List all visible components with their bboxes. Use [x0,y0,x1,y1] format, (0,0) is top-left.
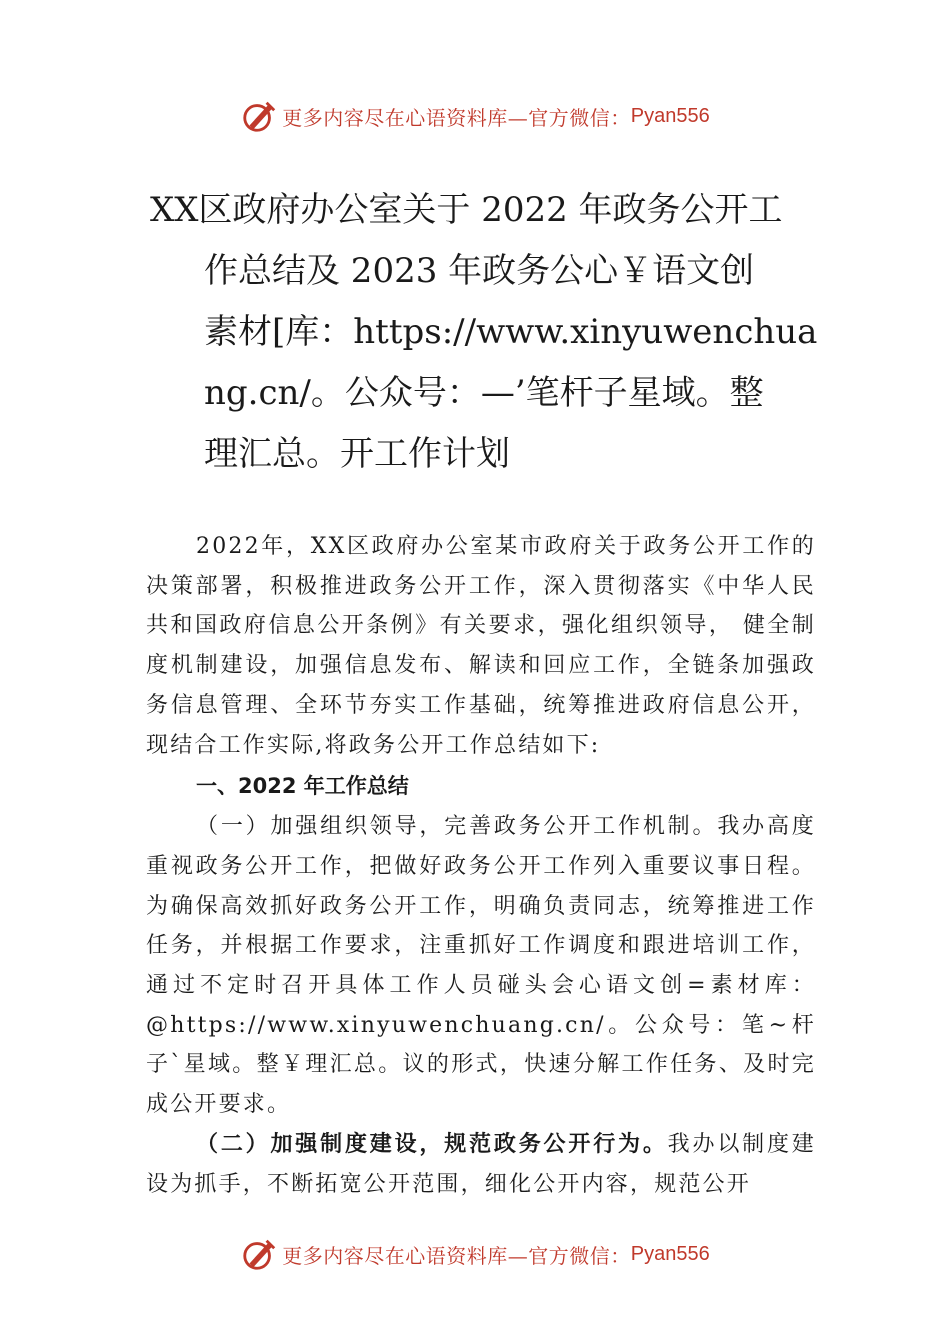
watermark-text: 更多内容尽在心语资料库—官方微信： [282,105,631,130]
watermark-text: 更多内容尽在心语资料库—官方微信： [282,1243,631,1268]
title-line: XX区政府办公室关于 2022 年政务公开工 [150,190,783,230]
section-heading: 一、2022 年工作总结 [196,774,409,799]
watermark-wechat-id: Pyan556 [630,104,710,127]
item-body: 我办高度重视政务公开工作，把做好政务公开工作列入重要议事日程。为确保高效抓好政务公开工作，明确负责同志，统筹推进工作任务，并根据工作要求，注重抓好工作调度和跟进培训工作，通过不定时召开具体工作人员碰头会心语文创=素材库：@https://www.xinyuwenchuang.cn/。公众号：笔~杆子`星域。整￥理汇总。议的形式，快速分解工作任务、及时完成公开要求。 [146,814,817,1118]
item-body: 我办以制度建设为抓手，不断拓宽公开范围，细化公开内容，规范公开 [146,1131,816,1197]
pen-logo-icon [240,1235,278,1273]
document-body [146,527,816,1204]
item-paragraph [146,1125,816,1204]
document-title [150,180,818,485]
title-line: 作总结及 2023 年政务公心￥语文创 [204,251,755,291]
watermark-banner-top [0,96,950,136]
title-line: 理汇总。开工作计划 [204,434,510,474]
item-lead: （二）加强制度建设，规范政务公开行为。 [196,1130,668,1157]
watermark-banner-bottom [0,1234,950,1274]
watermark-wechat-id: Pyan556 [630,1242,710,1265]
pen-logo-icon [240,97,278,135]
title-line: 素材[库：https://www.xinyuwenchua [204,312,818,352]
item-paragraph [146,807,816,1125]
item-lead: （一）加强组织领导，完善政务公开工作机制。 [196,814,718,840]
title-line: ng.cn/。公众号：—’笔杆子星域。整 [204,373,764,413]
intro-paragraph: 2022年，XX区政府办公室某市政府关于政务公开工作的决策部署，积极推进政务公开工作，深入贯彻落实《中华人民共和国政府信息公开条例》有关要求，强化组织领导， 健全制度机制建设，加强信息发布、解读和回应工作，全链条加强政务信息管理、全环节夯实工作基础，统筹推进政府信息公开，现结合工作实际,将政务公开工作总结如下: [146,534,816,758]
